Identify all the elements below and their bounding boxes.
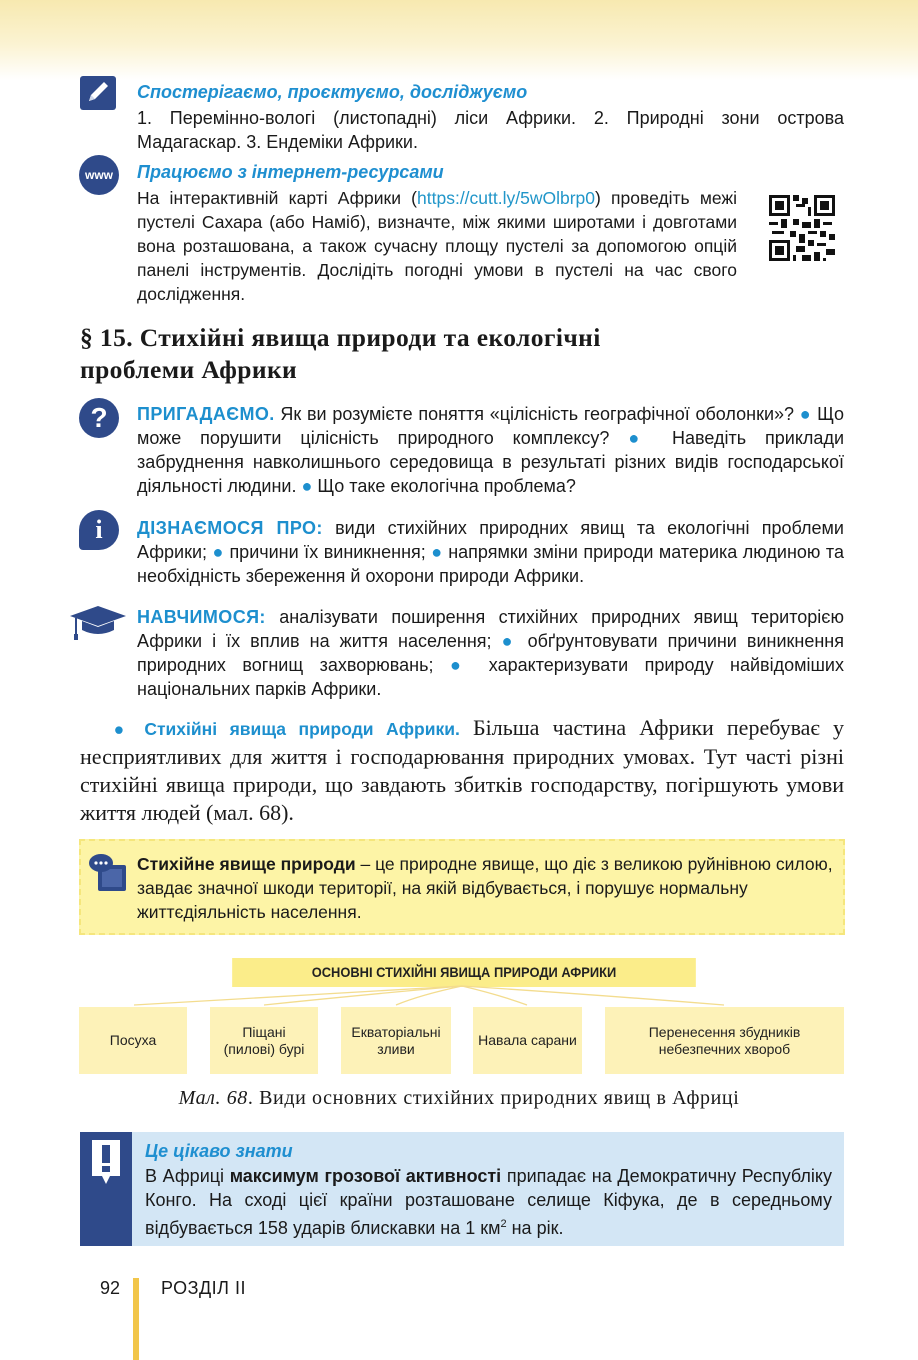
body-text: Більша частина Африки перебуває у несприятливих для життя і господарювання природних умовах. Тут часті різні стихійні явища природи, що завдають збитків господарству, погіршують умови життя людей (мал. 68). [80,715,845,825]
fact-title: Це цікаво знати [145,1141,293,1161]
fact-superscript: 2 [500,1218,507,1230]
fact-text-1: В Африці [145,1166,230,1186]
learn-about-item-1: види стихійних природних явищ та екологічні проблеми Африки; [137,518,844,562]
fact-text-3: на рік. [506,1218,564,1238]
body-paragraph: ● Стихійні явища природи Африки. Більша частина Африки перебуває у несприятливих для життя і господарювання природних умовах. Тут часті різні стихійні явища природи, що завдають збитків господарству, погіршують умови життя людей (мал. 68). [80,715,845,825]
diagram-connectors [0,985,918,1009]
will-learn-label: НАВЧИМОСЯ: [137,607,266,627]
will-learn-item-3: характеризувати природу найвідоміших національних парків Африки. [137,655,844,699]
qr-code[interactable] [769,195,835,261]
learn-about-label: ДІЗНАЄМОСЯ ПРО: [137,518,323,538]
learn-about-text: ДІЗНАЄМОСЯ ПРО: види стихійних природних явищ та екологічні проблеми Африки; ● причини їх виникнення; ● напрямки зміни природи материка людиною та необхідність збереження й охорони природи Африки. [137,518,844,586]
internet-title: Працюємо з інтернет-ресурсами [137,162,444,182]
exclamation-icon [80,1132,132,1246]
page-header-background [0,0,918,80]
diagram-title: ОСНОВНІ СТИХІЙНІ ЯВИЩА ПРИРОДИ АФРИКИ [232,958,696,987]
recall-question-3: Наведіть приклади забруднення навколишнього середовища в результаті різних видів господарської діяльності людини. [137,428,844,496]
internet-text [137,186,737,306]
www-icon: www [79,155,119,195]
internet-text-end: ) проведіть межі пустелі Сахара (або Наміб), визначте, між якими широтами і довготами вона розташована, а також сучасну площу пустелі за допомогою опцій панелі інструментів. Дослідіть погодні умови в пустелі на час свого дослідження. [137,188,737,304]
body-subhead: Стихійні явища природи Африки. [144,719,460,739]
recall-text: ПРИГАДАЄМО. Як ви розумієте поняття «цілісність географічної оболонки»? ● Що може порушити цілісність природного комплексу? ● Наведіть приклади забруднення навколишнього середовища в результаті різних видів господарської діяльності людини. ● Що таке екологічна проблема? [137,404,844,496]
figure-caption-label: Мал. 68 [178,1087,248,1109]
will-learn-item-2: обґрунтовувати причини виникнення природних вогнищ захворювань; [137,631,844,675]
graduation-cap-icon [68,602,128,642]
pencil-icon [80,76,116,110]
chapter-label: РОЗДІЛ ІІ [161,1278,246,1298]
recall-question-2: Що може порушити цілісність природного комплексу? [137,404,844,448]
figure-caption [0,1087,918,1110]
definition-term: Стихійне явище природи [137,854,356,874]
diagram-item-drought: Посуха [79,1007,187,1074]
section-title-line-1: § 15. Стихійні явища природи та екологічні [80,323,601,352]
observe-title: Спостерігаємо, проєктуємо, досліджуємо [137,82,528,102]
fact-highlight: максимум грозової активності [229,1166,502,1186]
fact-text [145,1164,832,1240]
fact-text-2: припадає на Демократичну Республіку Конго. На сході цієї країни розташоване селище Кіфука, де в середньому відбувається 158 ударів блискавки на 1 км [145,1166,832,1238]
observe-text: 1. Перемінно-вологі (листопадні) ліси Африки. 2. Природні зони острова Мадагаскар. 3. Ендеміки Африки. [137,108,844,152]
diagram-item-equatorial-rains: Екваторіальні зливи [341,1007,451,1074]
info-icon: i [79,510,119,550]
will-learn-text: НАВЧИМОСЯ: аналізувати поширення стихійних природних явищ територією Африки і їх вплив на життя населення; ● обґрунтовувати причини виникнення природних вогнищ захворювань; ● характеризувати природу найвідоміших національних парків Африки. [137,607,844,699]
recall-question-4: Що таке екологічна проблема? [317,476,576,496]
diagram-item-disease-transmission: Перенесення збудників небезпечних хвороб [605,1007,844,1074]
section-title [80,322,601,386]
definition-body: – це природне явище, що діє з великою руйнівною силою, завдає значної шкоди території, на якій відбувається, і порушує нормальну життєдіяльність населення. [137,854,833,922]
learn-about-item-3: напрямки зміни природи материка людиною та необхідність збереження й охорони природи Африки. [137,542,844,586]
diagram-item-locust-invasion: Навала сарани [473,1007,582,1074]
diagram-item-sandstorms: Піщані (пилові) бурі [210,1007,318,1074]
recall-question-1: Як ви розумієте поняття «цілісність географічної оболонки»? [280,404,795,424]
recall-label: ПРИГАДАЄМО. [137,404,275,424]
section-title-line-2: проблеми Африки [80,355,298,384]
definition-text [137,852,837,924]
internet-link[interactable]: https://cutt.ly/5wOlbrp0 [417,188,596,208]
chat-book-icon [88,851,132,895]
page-number: 92 [100,1278,121,1298]
learn-about-item-2: причини їх виникнення; [229,542,426,562]
figure-caption-text: . Види основних стихійних природних явищ в Африці [247,1087,740,1109]
question-icon: ? [79,398,119,438]
internet-text-start: На інтерактивній карті Африки ( [137,188,418,208]
footer-bar [133,1278,139,1360]
will-learn-item-1: аналізувати поширення стихійних природних явищ територією Африки і їх вплив на життя населення; [137,607,844,651]
